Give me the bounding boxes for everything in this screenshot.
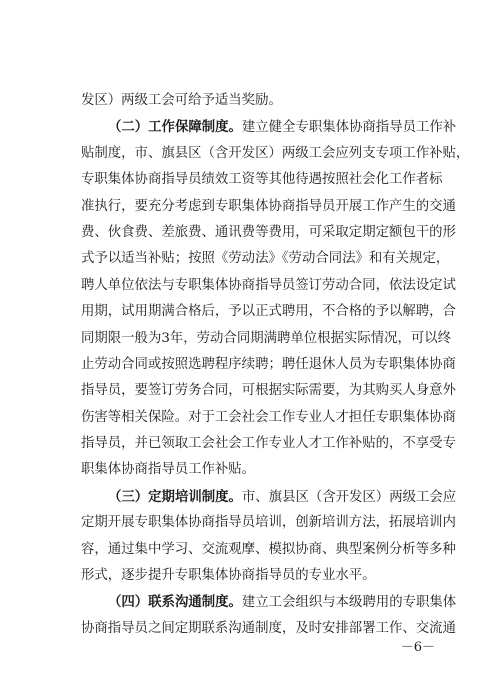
document-body [81, 88, 470, 642]
text-line [81, 431, 456, 457]
line-text: 式予以适当补贴；按照《劳动法》《劳动合同法》和有关规定， [81, 251, 450, 267]
text-line [81, 114, 457, 140]
text-line [81, 246, 450, 272]
text-line [81, 537, 456, 563]
line-text: 指导员，要签订劳务合同，可根据实际需要，为其购买人身意外 [81, 383, 456, 399]
text-line [81, 563, 416, 589]
text-line [81, 589, 457, 615]
text-line [81, 220, 456, 246]
line-text: 市、旗县区（含开发区）两级工会应 [241, 489, 457, 505]
line-text: 建立工会组织与本级聘用的专职集体 [241, 595, 457, 611]
section-heading: （四）联系沟通制度。 [108, 594, 242, 611]
text-line [81, 484, 457, 510]
line-text: 发区）两级工会可给予适当奖励。 [81, 93, 282, 108]
text-line [81, 167, 443, 193]
line-text: 职集体协商指导员工作补贴。 [81, 462, 256, 478]
line-text: 定期开展专职集体协商指导员培训，创新培训方法，拓展培训内 [81, 515, 456, 531]
page-number: －6－ [400, 640, 435, 655]
line-text: 聘人单位依法与专职集体协商指导员签订劳动合同，依法设定试 [81, 277, 456, 293]
text-line [81, 352, 456, 378]
line-text: 费、伙食费、差旅费、通讯费等费用，可采取定期定额包干的形 [81, 224, 456, 240]
text-line [81, 299, 456, 325]
text-line [81, 457, 416, 483]
line-text: 用期，试用期满合格后，予以正式聘用，不合格的予以解聘，合 [81, 304, 456, 320]
section-heading: （三）定期培训制度。 [108, 488, 242, 505]
line-text: 协商指导员之间定期联系沟通制度，及时安排部署工作、交流通 [81, 620, 456, 636]
text-line [81, 405, 456, 431]
text-line [81, 273, 456, 299]
line-text: 指导员，并已领取工会社会工作专业人才工作补贴的，不享受专 [81, 436, 456, 452]
text-line [81, 326, 452, 352]
line-text: 形式，逐步提升专职集体协商指导员的专业水平。 [81, 568, 376, 584]
line-text: 容，通过集中学习、交流观摩、模拟协商、典型案例分析等多种 [81, 541, 456, 557]
line-text: 专职集体协商指导员绩效工资等其他待遇按照社会化工作者标 [81, 172, 443, 188]
text-line [81, 616, 456, 642]
line-text: 止劳动合同或按照选聘程序续聘；聘任退休人员为专职集体协商 [81, 356, 456, 372]
text-line [81, 141, 470, 167]
line-text: 伤害等相关保险。对于工会社会工作专业人才担任专职集体协商 [81, 409, 456, 425]
line-text: 同期限一般为3年，劳动合同期满聘单位根据实际情况，可以终 [81, 330, 452, 346]
text-line [81, 88, 416, 114]
line-text: 贴制度，市、旗县区（含开发区）两级工会应列支专项工作补贴， [81, 145, 470, 161]
text-line [81, 194, 456, 220]
text-line [81, 510, 456, 536]
line-text: 准执行，要充分考虑到专职集体协商指导员开展工作产生的交通 [81, 198, 456, 214]
text-line [81, 378, 456, 404]
section-heading: （二）工作保障制度。 [108, 119, 242, 136]
line-text: 建立健全专职集体协商指导员工作补 [241, 120, 457, 136]
